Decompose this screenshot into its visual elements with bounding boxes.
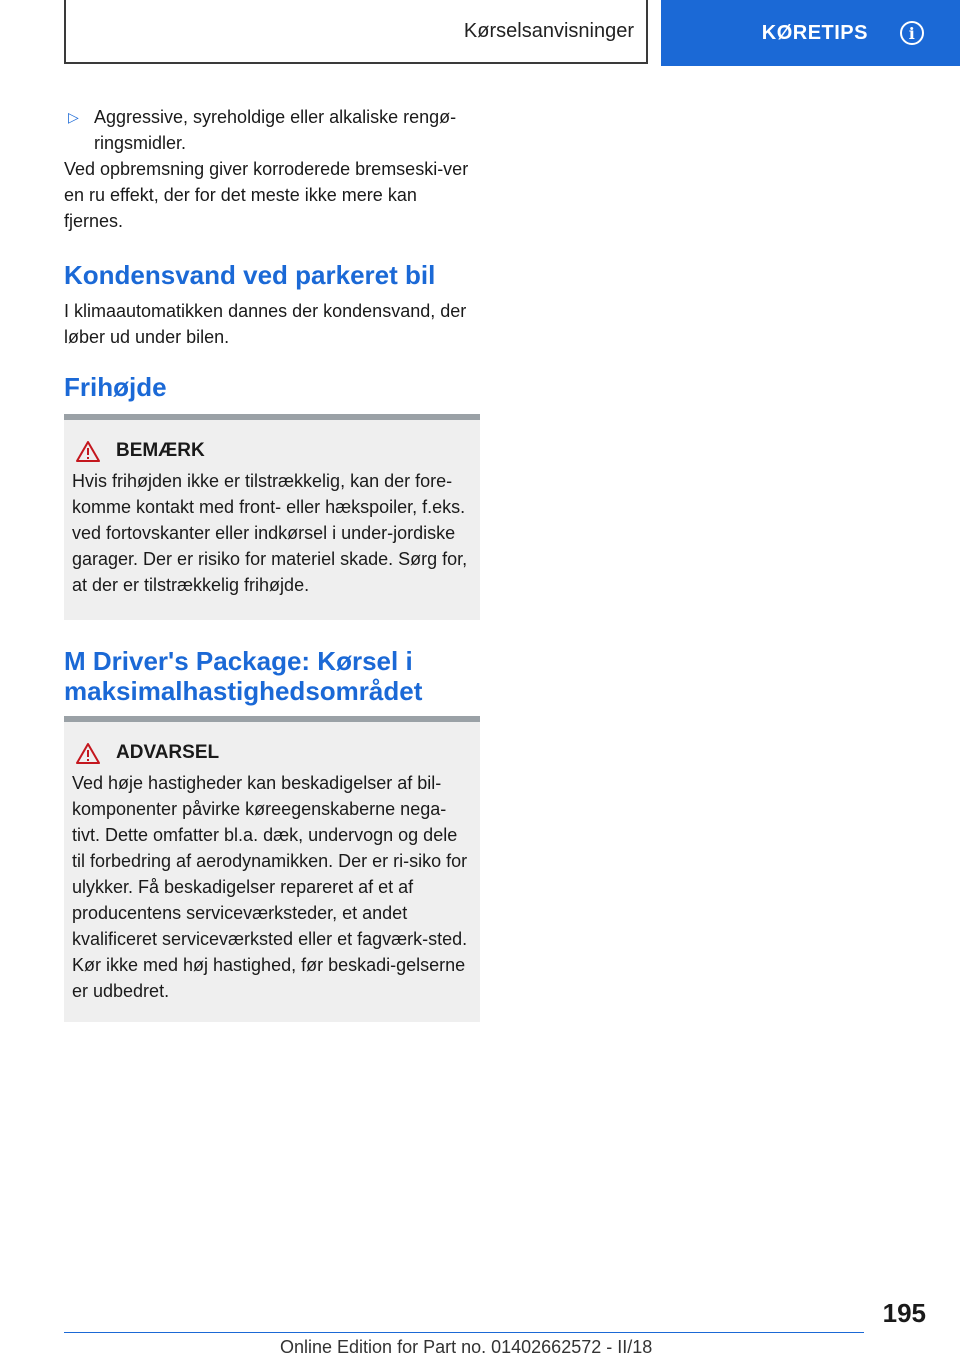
notice-box [64,414,480,620]
heading-clearance: Frihøjde [64,372,167,402]
header-section-label: Kørselsanvisninger [463,19,634,42]
list-item [64,104,480,156]
warning-box [64,716,480,1022]
warning-triangle-icon [76,440,100,462]
warning-title-row [76,742,472,764]
notice-title: BEMÆRK [116,440,205,461]
footer-edition: Online Edition for Part no. 01402662572 - II/18 [280,1337,653,1357]
paragraph-brakes: Ved opbremsning giver korroderede bremseski-ver en ru effekt, der for det meste ikke mere kan fjernes. [64,159,469,231]
heading-m-driver: M Driver's Package: Kørsel i maksimalhastighedsområdet [64,646,423,706]
page-number: 195 [882,1298,926,1328]
triangle-bullet-icon: ▷ [68,109,79,125]
warning-triangle-icon [76,742,100,764]
footer-divider [64,1332,864,1333]
notice-title-row [76,440,472,462]
header-chapter-label: KØRETIPS [761,21,868,44]
warning-title: ADVARSEL [116,742,220,763]
header-section-tab[interactable] [64,0,648,64]
header-chapter-tab[interactable] [661,0,960,66]
list-item-text: Aggressive, syreholdige eller alkaliske rengø-ringsmidler. [94,107,457,153]
info-icon[interactable]: i [900,21,924,45]
paragraph-condensation: I klimaautomatikken dannes der kondensvand, der løber ud under bilen. [64,301,467,347]
heading-condensation: Kondensvand ved parkeret bil [64,260,436,290]
notice-text: Hvis frihøjden ikke er tilstrækkelig, kan der fore-komme kontakt med front- eller hækspoiler, f.eks. ved fortovskanter eller indkørsel i under-jordiske garager. Der er risiko for materiel skade. Sørg for, at der er tilstrækkelig frihøjde. [72,471,468,595]
warning-text: Ved høje hastigheder kan beskadigelser af bil-komponenter påvirke køreegenskaberne nega-tivt. Dette omfatter bl.a. dæk, undervogn og dele til forbedring af aerodynamikken. Der er ri-siko for ulykker. Få beskadigelser repareret af et af producentens serviceværksteder, et andet kvalificeret serviceværksted eller et fagværk-sted. Kør ikke med høj hastighed, før beskadi-gelserne er udbedret. [72,773,468,1001]
